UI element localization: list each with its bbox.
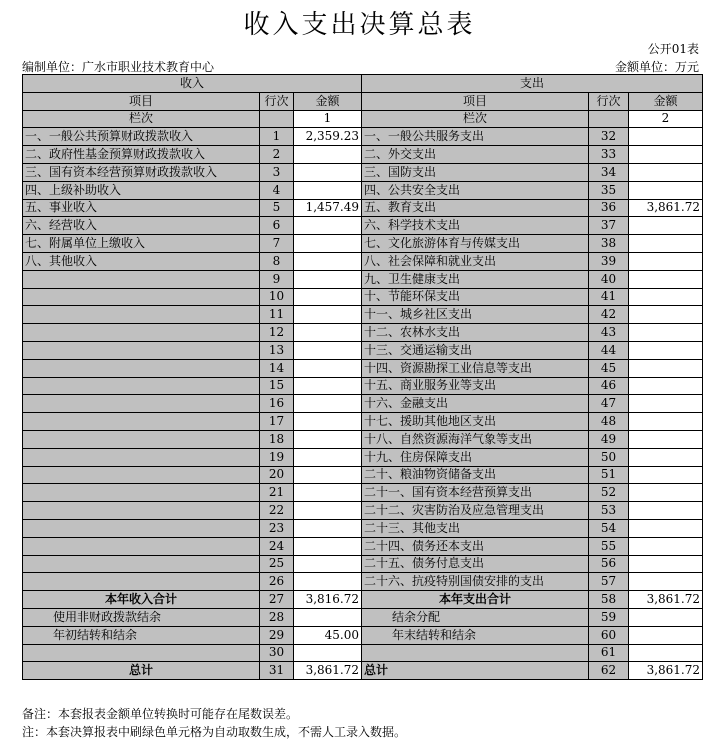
expense-item-label: 十六、金融支出: [362, 395, 589, 413]
amount-cell[interactable]: [629, 644, 703, 662]
line-number: 30: [260, 644, 294, 662]
income-item-label: [23, 537, 260, 555]
amount-cell[interactable]: [629, 252, 703, 270]
expense-item-label: 十二、农林水支出: [362, 324, 589, 342]
line-number: 28: [260, 608, 294, 626]
expense-item-label: 十八、自然资源海洋气象等支出: [362, 430, 589, 448]
line-number: 42: [589, 306, 629, 324]
income-item-label: 一、一般公共预算财政拨款收入: [23, 128, 260, 146]
amount-cell[interactable]: 45.00: [294, 626, 362, 644]
line-number: 18: [260, 430, 294, 448]
line-number: 37: [589, 217, 629, 235]
amount-cell[interactable]: [629, 341, 703, 359]
notes: [22, 705, 406, 741]
org-label: 编制单位：广水市职业技术教育中心: [22, 60, 215, 74]
amount-cell[interactable]: [294, 252, 362, 270]
income-item-label: [23, 288, 260, 306]
amount-cell[interactable]: [629, 502, 703, 520]
col-index-1: 1: [294, 110, 362, 128]
expense-item-label: 二十五、债务付息支出: [362, 555, 589, 573]
income-item-label: [23, 306, 260, 324]
line-number: 53: [589, 502, 629, 520]
line-number: 34: [589, 163, 629, 181]
amount-cell[interactable]: [629, 626, 703, 644]
table-row: [23, 324, 703, 342]
line-number: 52: [589, 484, 629, 502]
expense-item-label: 二十三、其他支出: [362, 519, 589, 537]
blank-cell: [362, 644, 589, 662]
amount-cell[interactable]: [629, 146, 703, 164]
line-number: 25: [260, 555, 294, 573]
amount-cell[interactable]: [294, 341, 362, 359]
amount-cell[interactable]: [629, 608, 703, 626]
expense-item-label: 一、一般公共服务支出: [362, 128, 589, 146]
amount-cell[interactable]: [294, 430, 362, 448]
col-line-header: 行次: [589, 92, 629, 110]
expense-item-label: 十五、商业服务业等支出: [362, 377, 589, 395]
line-number: 50: [589, 448, 629, 466]
amount-cell[interactable]: [294, 644, 362, 662]
amount-cell[interactable]: [629, 181, 703, 199]
expense-item-label: 八、社会保障和就业支出: [362, 252, 589, 270]
amount-cell[interactable]: 3,861.72: [629, 662, 703, 680]
grand-total-income-label: 总计: [23, 662, 260, 680]
table-row: [23, 270, 703, 288]
amount-cell[interactable]: [294, 270, 362, 288]
amount-cell[interactable]: [629, 466, 703, 484]
table-row: [23, 146, 703, 164]
table-row: [23, 306, 703, 324]
line-number: 4: [260, 181, 294, 199]
amount-cell[interactable]: 3,861.72: [294, 662, 362, 680]
line-number: 35: [589, 181, 629, 199]
line-number: 5: [260, 199, 294, 217]
col-index-2: 2: [629, 110, 703, 128]
line-number: 39: [589, 252, 629, 270]
amount-cell[interactable]: [629, 413, 703, 431]
table-row: [23, 217, 703, 235]
line-number: 23: [260, 519, 294, 537]
expense-item-label: 二十二、灾害防治及应急管理支出: [362, 502, 589, 520]
line-number: 6: [260, 217, 294, 235]
amount-cell[interactable]: [629, 163, 703, 181]
table-row: [23, 466, 703, 484]
income-item-label: 四、上级补助收入: [23, 181, 260, 199]
line-number: 3: [260, 163, 294, 181]
col-amount-header: 金额: [629, 92, 703, 110]
expense-item-label: 三、国防支出: [362, 163, 589, 181]
table-row: [23, 502, 703, 520]
amount-cell[interactable]: [629, 288, 703, 306]
line-number: 49: [589, 430, 629, 448]
amount-cell[interactable]: [629, 235, 703, 253]
amount-cell[interactable]: [294, 537, 362, 555]
line-number: 27: [260, 591, 294, 609]
table-row: [23, 163, 703, 181]
income-item-label: [23, 502, 260, 520]
line-number: 16: [260, 395, 294, 413]
amount-cell[interactable]: [294, 484, 362, 502]
line-number: 9: [260, 270, 294, 288]
line-number: 20: [260, 466, 294, 484]
amount-cell[interactable]: [629, 555, 703, 573]
expense-item-label: 二十、粮油物资储备支出: [362, 466, 589, 484]
expense-item-label: 四、公共安全支出: [362, 181, 589, 199]
amount-cell[interactable]: [294, 359, 362, 377]
summary-row: [23, 608, 703, 626]
table-row: [23, 484, 703, 502]
line-number: 10: [260, 288, 294, 306]
line-number: 41: [589, 288, 629, 306]
amount-cell[interactable]: [629, 270, 703, 288]
line-number: 38: [589, 235, 629, 253]
amount-cell[interactable]: 1,457.49: [294, 199, 362, 217]
amount-cell[interactable]: [629, 395, 703, 413]
line-number: 22: [260, 502, 294, 520]
total-row: [23, 591, 703, 609]
table-row: [23, 555, 703, 573]
grand-total-row: [23, 662, 703, 680]
line-number: 19: [260, 448, 294, 466]
line-number: 54: [589, 519, 629, 537]
income-item-label: [23, 466, 260, 484]
amount-cell[interactable]: [629, 359, 703, 377]
amount-cell[interactable]: [629, 448, 703, 466]
line-number: 62: [589, 662, 629, 680]
page-title: 收入支出决算总表: [243, 10, 476, 40]
expense-item-label: 十三、交通运输支出: [362, 341, 589, 359]
table-row: [23, 430, 703, 448]
summary-row: [23, 626, 703, 644]
summary-row: [23, 644, 703, 662]
income-item-label: [23, 395, 260, 413]
expense-item-label: 二十六、抗疫特别国债安排的支出: [362, 573, 589, 591]
blank-cell: [23, 644, 260, 662]
expense-item-label: 十一、城乡社区支出: [362, 306, 589, 324]
amount-cell[interactable]: [629, 484, 703, 502]
amount-cell[interactable]: [629, 324, 703, 342]
unit-label: 金额单位：万元: [614, 60, 699, 74]
line-number: 47: [589, 395, 629, 413]
line-number: 12: [260, 324, 294, 342]
amount-cell[interactable]: [294, 413, 362, 431]
income-item-label: [23, 359, 260, 377]
amount-cell[interactable]: [294, 163, 362, 181]
expense-item-label: 九、卫生健康支出: [362, 270, 589, 288]
line-number: 40: [589, 270, 629, 288]
line-number: 61: [589, 644, 629, 662]
amount-cell[interactable]: [294, 395, 362, 413]
col-amount-header: 金额: [294, 92, 362, 110]
total-expense-label: 本年支出合计: [362, 591, 589, 609]
amount-cell[interactable]: 3,816.72: [294, 591, 362, 609]
col-item-header: 项目: [23, 92, 260, 110]
line-number: 48: [589, 413, 629, 431]
line-number: 43: [589, 324, 629, 342]
line-number: 29: [260, 626, 294, 644]
line-number: 17: [260, 413, 294, 431]
expense-item-label: 十九、住房保障支出: [362, 448, 589, 466]
amount-cell[interactable]: [294, 324, 362, 342]
end-balance-label: 年末结转和结余: [362, 626, 589, 644]
amount-cell[interactable]: [294, 555, 362, 573]
table-row: [23, 128, 703, 146]
line-number: 55: [589, 537, 629, 555]
line-number: 21: [260, 484, 294, 502]
expense-item-label: 二十四、债务还本支出: [362, 537, 589, 555]
line-number: 8: [260, 252, 294, 270]
budget-table: [22, 74, 703, 680]
amount-cell[interactable]: [294, 573, 362, 591]
line-number: 24: [260, 537, 294, 555]
table-row: [23, 288, 703, 306]
amount-cell[interactable]: [294, 448, 362, 466]
table-row: [23, 377, 703, 395]
table-row: [23, 341, 703, 359]
line-number: 59: [589, 608, 629, 626]
amount-cell[interactable]: [294, 306, 362, 324]
line-number: 26: [260, 573, 294, 591]
nonfiscal-label: 使用非财政拨款结余: [23, 608, 260, 626]
income-item-label: [23, 573, 260, 591]
col-item-header: 项目: [362, 92, 589, 110]
expense-item-label: 七、文化旅游体育与传媒支出: [362, 235, 589, 253]
form-number: 公开01表: [647, 42, 699, 56]
amount-cell[interactable]: [629, 217, 703, 235]
column-label: 栏次: [362, 110, 589, 128]
income-item-label: [23, 324, 260, 342]
line-number: 56: [589, 555, 629, 573]
header-row-columns: [23, 92, 703, 110]
table-row: [23, 413, 703, 431]
amount-cell[interactable]: [629, 573, 703, 591]
income-item-label: 三、国有资本经营预算财政拨款收入: [23, 163, 260, 181]
amount-cell[interactable]: [294, 519, 362, 537]
amount-cell[interactable]: 2,359.23: [294, 128, 362, 146]
table-row: [23, 448, 703, 466]
amount-cell[interactable]: [629, 377, 703, 395]
table-row: [23, 252, 703, 270]
table-row: [23, 395, 703, 413]
line-number: 31: [260, 662, 294, 680]
header-row-index: [23, 110, 703, 128]
expense-item-label: 五、教育支出: [362, 199, 589, 217]
amount-cell[interactable]: [629, 430, 703, 448]
income-item-label: [23, 448, 260, 466]
income-item-label: [23, 555, 260, 573]
line-number: 13: [260, 341, 294, 359]
line-number: 60: [589, 626, 629, 644]
amount-cell[interactable]: [629, 306, 703, 324]
header-row-section: [23, 75, 703, 93]
table-row: [23, 359, 703, 377]
income-item-label: [23, 341, 260, 359]
line-number: 57: [589, 573, 629, 591]
table-row: [23, 573, 703, 591]
amount-cell[interactable]: [294, 466, 362, 484]
line-number: 36: [589, 199, 629, 217]
blank-cell: [589, 110, 629, 128]
amount-cell[interactable]: [294, 377, 362, 395]
line-number: 51: [589, 466, 629, 484]
col-line-header: 行次: [260, 92, 294, 110]
income-item-label: 二、政府性基金预算财政拨款收入: [23, 146, 260, 164]
line-number: 7: [260, 235, 294, 253]
grand-total-expense-label: 总计: [362, 662, 589, 680]
line-number: 11: [260, 306, 294, 324]
income-item-label: 五、事业收入: [23, 199, 260, 217]
amount-cell[interactable]: [629, 537, 703, 555]
income-item-label: [23, 484, 260, 502]
table-row: [23, 537, 703, 555]
income-header: 收入: [23, 75, 362, 93]
income-item-label: 八、其他收入: [23, 252, 260, 270]
line-number: 44: [589, 341, 629, 359]
begin-balance-label: 年初结转和结余: [23, 626, 260, 644]
line-number: 2: [260, 146, 294, 164]
expense-item-label: 十七、援助其他地区支出: [362, 413, 589, 431]
line-number: 14: [260, 359, 294, 377]
line-number: 45: [589, 359, 629, 377]
blank-cell: [260, 110, 294, 128]
income-item-label: [23, 377, 260, 395]
table-row: [23, 235, 703, 253]
amount-cell[interactable]: [294, 217, 362, 235]
amount-cell[interactable]: 3,861.72: [629, 591, 703, 609]
income-item-label: [23, 430, 260, 448]
expense-item-label: 十、节能环保支出: [362, 288, 589, 306]
income-item-label: [23, 270, 260, 288]
amount-cell[interactable]: [294, 288, 362, 306]
distribution-label: 结余分配: [362, 608, 589, 626]
table-row: [23, 199, 703, 217]
expense-item-label: 十四、资源勘探工业信息等支出: [362, 359, 589, 377]
line-number: 15: [260, 377, 294, 395]
amount-cell[interactable]: [294, 608, 362, 626]
income-item-label: 六、经营收入: [23, 217, 260, 235]
expense-item-label: 六、科学技术支出: [362, 217, 589, 235]
amount-cell[interactable]: [294, 235, 362, 253]
table-row: [23, 181, 703, 199]
amount-cell[interactable]: [629, 519, 703, 537]
amount-cell[interactable]: [629, 128, 703, 146]
expense-item-label: 二、外交支出: [362, 146, 589, 164]
total-income-label: 本年收入合计: [23, 591, 260, 609]
expense-item-label: 二十一、国有资本经营预算支出: [362, 484, 589, 502]
line-number: 33: [589, 146, 629, 164]
note-1: 备注：本套报表金额单位转换时可能存在尾数误差。: [22, 707, 299, 721]
income-item-label: [23, 413, 260, 431]
line-number: 1: [260, 128, 294, 146]
amount-cell[interactable]: 3,861.72: [629, 199, 703, 217]
note-2: 注：本套决算报表中刷绿色单元格为自动取数生成，不需人工录入数据。: [22, 725, 407, 739]
amount-cell[interactable]: [294, 181, 362, 199]
income-item-label: 七、附属单位上缴收入: [23, 235, 260, 253]
line-number: 58: [589, 591, 629, 609]
table-row: [23, 519, 703, 537]
line-number: 46: [589, 377, 629, 395]
expense-header: 支出: [362, 75, 703, 93]
amount-cell[interactable]: [294, 146, 362, 164]
amount-cell[interactable]: [294, 502, 362, 520]
column-label: 栏次: [23, 110, 260, 128]
line-number: 32: [589, 128, 629, 146]
income-item-label: [23, 519, 260, 537]
